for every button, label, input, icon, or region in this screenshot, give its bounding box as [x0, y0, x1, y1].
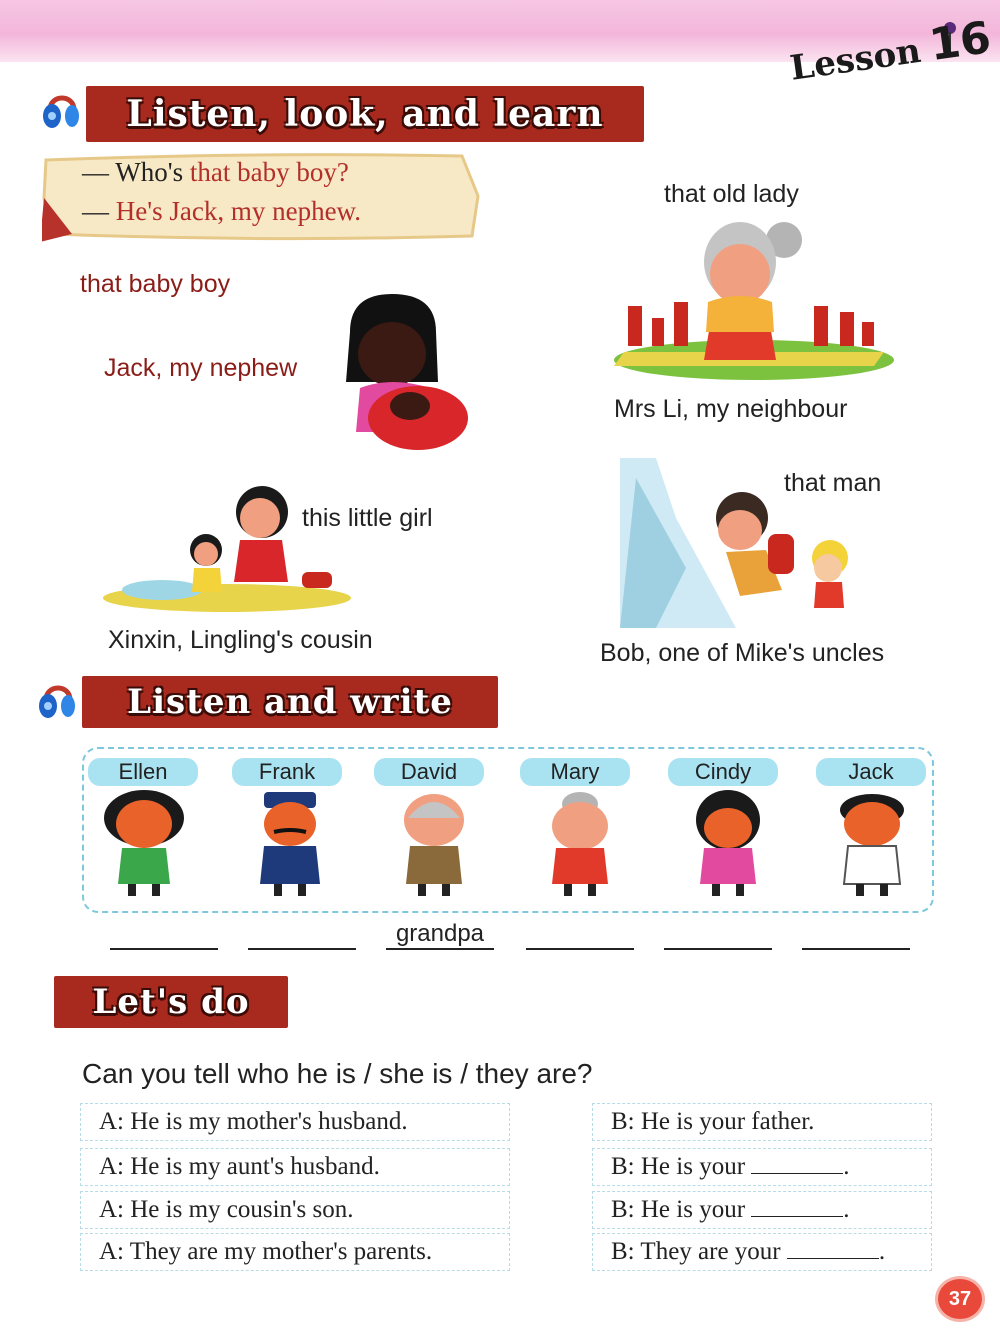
lesson-number: 16 [926, 12, 995, 72]
row-b-wrap: B: They are your . [611, 1238, 886, 1265]
section-title: Listen and write [127, 682, 453, 722]
vocab-who-little-girl: this little girl [302, 504, 433, 532]
vocab-relation-jack: Jack, my nephew [104, 354, 298, 382]
row-b-text: B: He is your father. [611, 1108, 815, 1135]
woman-holding-baby-illustration [340, 292, 470, 462]
row-b-1 [592, 1103, 932, 1141]
row-b-3 [592, 1191, 932, 1229]
row-a-text: A: He is my cousin's son. [99, 1196, 354, 1223]
page-number-badge: 37 [935, 1276, 985, 1322]
little-girl-illustration [102, 482, 352, 612]
name-tag-david: David [374, 758, 484, 786]
section-title: Listen, look, and learn [126, 93, 604, 135]
fill-in-blank[interactable] [787, 1236, 879, 1259]
vocab-who-that-man: that man [784, 469, 882, 497]
name-tag-mary: Mary [520, 758, 630, 786]
dialogue-question-highlight: that baby boy? [189, 157, 349, 187]
row-a-text: A: They are my mother's parents. [99, 1238, 433, 1265]
jack-figure [832, 788, 912, 898]
lesson-label: Lesson [787, 30, 924, 89]
david-figure [394, 788, 474, 898]
answer-blank-mary[interactable] [526, 948, 634, 950]
dialogue-question-lead: — Who's [82, 157, 190, 187]
vocab-who-old-lady: that old lady [664, 180, 799, 208]
answer-blank-jack[interactable] [802, 948, 910, 950]
row-a-text: A: He is my aunt's husband. [99, 1153, 380, 1180]
dialogue-answer-highlight: He's Jack, my nephew. [115, 196, 362, 226]
answer-blank-cindy[interactable] [664, 948, 772, 950]
row-b-2 [592, 1148, 932, 1186]
section-title: Let's do [92, 982, 250, 1022]
cindy-figure [688, 788, 768, 898]
section-banner-listen-write [82, 676, 498, 728]
name-tag-frank: Frank [232, 758, 342, 786]
old-lady-illustration [604, 210, 896, 382]
row-b-wrap: B: He is your . [611, 1196, 850, 1223]
answer-blank-david[interactable] [386, 948, 494, 950]
dialogue-answer [82, 196, 361, 227]
answer-david-text: grandpa [395, 920, 485, 947]
vocab-relation-mrs-li: Mrs Li, my neighbour [614, 395, 848, 423]
row-a-4 [80, 1233, 510, 1271]
frank-figure [250, 788, 330, 898]
ellen-figure [98, 788, 190, 898]
name-tag-cindy: Cindy [668, 758, 778, 786]
headphones-icon [42, 86, 82, 132]
lets-do-question: Can you tell who he is / she is / they are? [82, 1058, 593, 1089]
headphones-icon [38, 676, 78, 722]
fill-in-blank[interactable] [751, 1194, 843, 1217]
row-b-text: B: He is your [611, 1196, 746, 1223]
answer-blank-frank[interactable] [248, 948, 356, 950]
dialogue-question [82, 157, 349, 188]
dialogue-answer-lead: — [82, 196, 116, 226]
section-banner-listen-look-learn [86, 86, 644, 142]
mary-figure [540, 788, 620, 898]
fill-in-blank[interactable] [751, 1151, 843, 1174]
vocab-relation-xinxin: Xinxin, Lingling's cousin [108, 626, 373, 654]
row-a-2 [80, 1148, 510, 1186]
row-b-text: B: He is your [611, 1153, 746, 1180]
answer-blank-ellen[interactable] [110, 948, 218, 950]
man-climbing-illustration [616, 458, 872, 628]
section-banner-lets-do [54, 976, 288, 1028]
row-b-4 [592, 1233, 932, 1271]
row-a-3 [80, 1191, 510, 1229]
row-a-1 [80, 1103, 510, 1141]
row-a-text: A: He is my mother's husband. [99, 1108, 408, 1135]
row-b-wrap: B: He is your . [611, 1153, 850, 1180]
name-tag-ellen: Ellen [88, 758, 198, 786]
name-tag-jack: Jack [816, 758, 926, 786]
row-b-text: B: They are your [611, 1238, 781, 1265]
vocab-who-baby-boy: that baby boy [80, 270, 231, 298]
vocab-relation-bob: Bob, one of Mike's uncles [600, 639, 885, 667]
characters-box [82, 747, 934, 913]
